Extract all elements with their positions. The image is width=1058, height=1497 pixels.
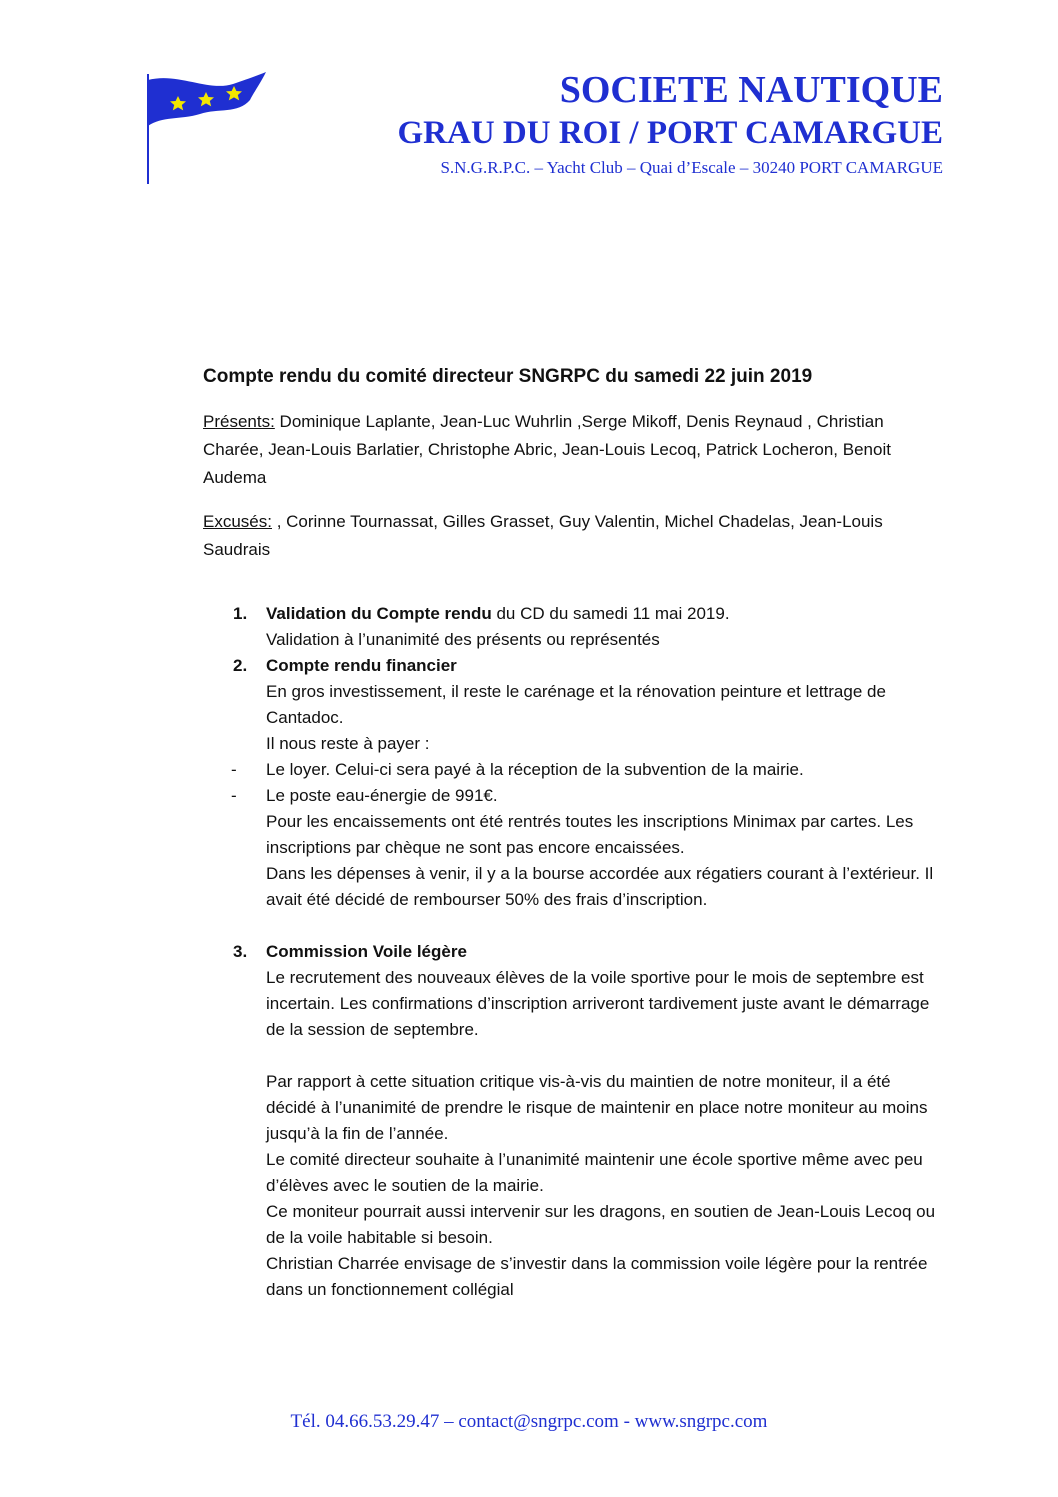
item-text: Le comité directeur souhaite à l’unanimité maintenir une école sportive même avec peu d’élèves avec le soutien de la mairie.	[266, 1150, 923, 1195]
item-text: Ce moniteur pourrait aussi intervenir sur les dragons, en soutien de Jean-Louis Lecoq ou de la voile habitable si besoin.	[266, 1202, 936, 1247]
list-item	[203, 601, 943, 627]
bullet-item: - Le poste eau-énergie de 991€.	[231, 786, 498, 805]
attendees-excused	[203, 508, 933, 564]
item-text: Par rapport à cette situation critique vis-à-vis du maintien de notre moniteur, il a été décidé à l’unanimité de prendre le risque de maintenir en place notre moniteur au moins jusqu’à la fin de l’année.	[266, 1072, 928, 1143]
item-title-rest: du CD du samedi 11 mai 2019.	[491, 604, 730, 623]
header-location: GRAU DU ROI / PORT CAMARGUE	[397, 115, 943, 151]
footer-contact: Tél. 04.66.53.29.47 – contact@sngrpc.com - www.sngrpc.com	[290, 1411, 768, 1432]
item-title: Compte rendu financier	[266, 656, 457, 675]
list-item	[203, 939, 943, 965]
item-text: Il nous reste à payer :	[266, 734, 430, 753]
item-number: 1.	[233, 604, 248, 623]
header-org-name: SOCIETE NAUTIQUE	[559, 69, 943, 111]
item-text: Christian Charrée envisage de s’investir dans la commission voile légère pour la rentrée dans un fonctionnement collégial	[266, 1254, 928, 1299]
pennant-flag-icon	[138, 70, 278, 188]
item-title: Validation du Compte rendu	[266, 604, 492, 623]
item-text: Le recrutement des nouveaux élèves de la voile sportive pour le mois de septembre est incertain. Les confirmations d’inscription arriveront tardivement juste avant le démarrage de la session de septembre.	[266, 968, 930, 1039]
agenda-list	[203, 601, 943, 1303]
item-title: Commission Voile légère	[266, 942, 467, 961]
document-title: Compte rendu du comité directeur SNGRPC du samedi 22 juin 2019	[203, 366, 813, 387]
list-item	[203, 653, 943, 679]
item-text: Validation à l’unanimité des présents ou représentés	[266, 630, 660, 649]
item-number: 3.	[233, 942, 248, 961]
presents-names: Dominique Laplante, Jean-Luc Wuhrlin ,Serge Mikoff, Denis Reynaud , Christian Charée, Jean-Louis Barlatier, Christophe Abric, Jean-Louis Lecoq, Patrick Locheron, Benoit Audema	[203, 412, 891, 487]
attendees-present	[203, 408, 933, 492]
bullet-text: Le loyer. Celui-ci sera payé à la réception de la subvention de la mairie.	[266, 760, 804, 779]
excuses-names: , Corinne Tournassat, Gilles Grasset, Guy Valentin, Michel Chadelas, Jean-Louis Saudrais	[203, 512, 883, 559]
bullet-text: Le poste eau-énergie de 991€.	[266, 786, 498, 805]
presents-label: Présents:	[203, 412, 275, 431]
header-address: S.N.G.R.P.C. – Yacht Club – Quai d’Escale – 30240 PORT CAMARGUE	[440, 158, 943, 177]
excuses-label: Excusés:	[203, 512, 272, 531]
item-text: Pour les encaissements ont été rentrés toutes les inscriptions Minimax par cartes. Les inscriptions par chèque ne sont pas encore encaissées.	[266, 812, 914, 857]
item-text: En gros investissement, il reste le carénage et la rénovation peinture et lettrage de Cantadoc.	[266, 682, 886, 727]
item-text: Dans les dépenses à venir, il y a la bourse accordée aux régatiers courant à l’extérieur. Il avait été décidé de rembourser 50% des frais d’inscription.	[266, 864, 934, 909]
item-number: 2.	[233, 656, 248, 675]
bullet-item: - Le loyer. Celui-ci sera payé à la réception de la subvention de la mairie.	[231, 760, 804, 779]
